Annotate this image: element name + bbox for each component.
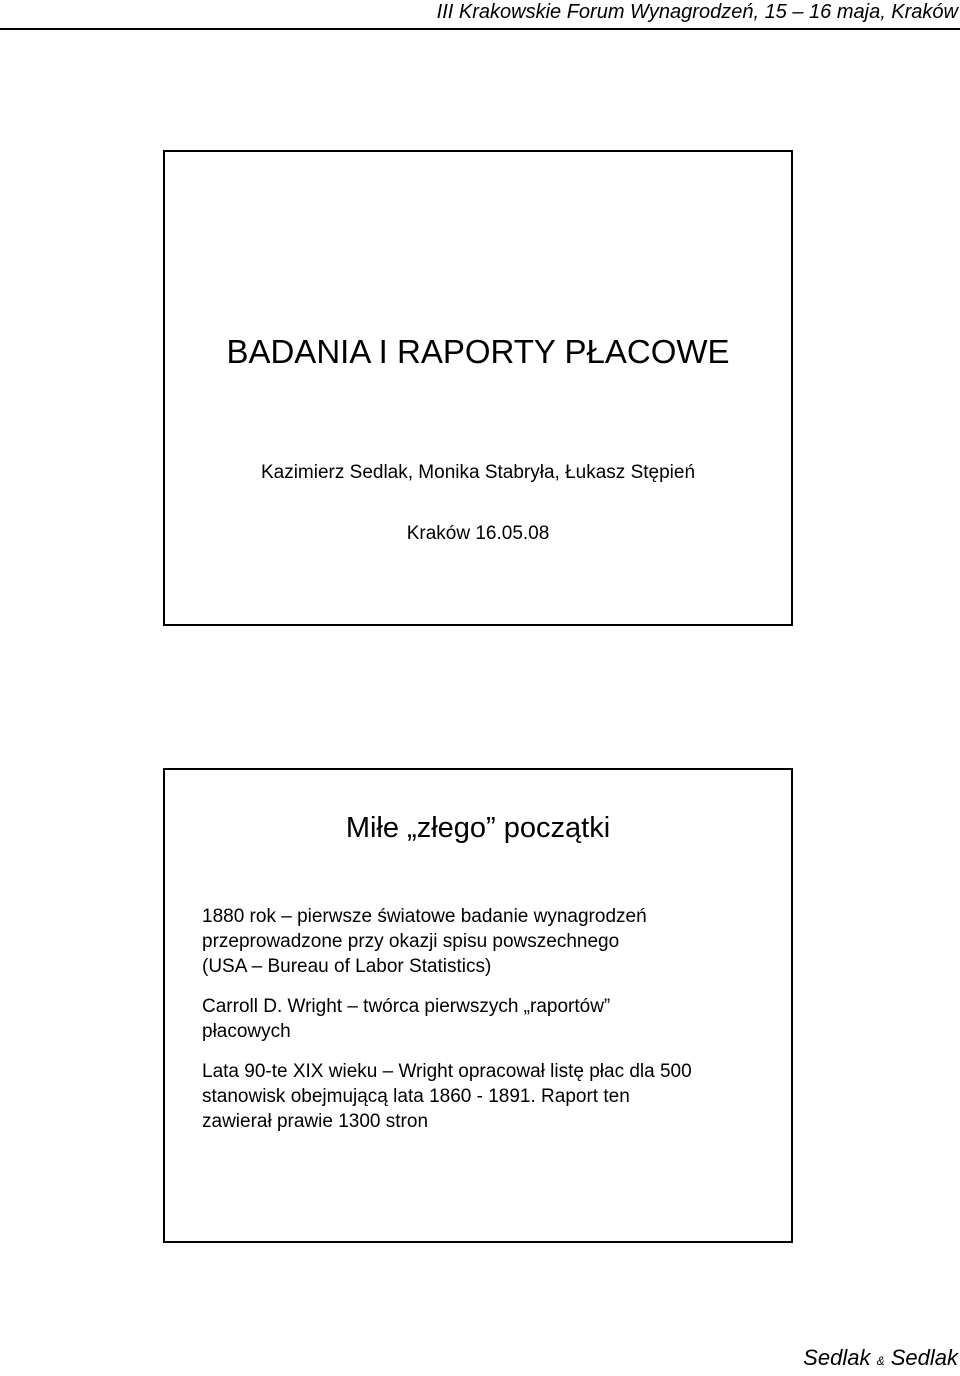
slide-body (202, 904, 782, 1134)
slide-title-page (163, 150, 793, 626)
body-line: stanowisk obejmującą lata 1860 - 1891. Raport ten (202, 1086, 630, 1107)
paragraph-1880-survey (202, 904, 782, 979)
slide-title: BADANIA I RAPORTY PŁACOWE (226, 333, 730, 370)
slide-date: Kraków 16.05.08 (406, 523, 550, 544)
body-line: (USA – Bureau of Labor Statistics) (202, 956, 492, 977)
page-footer (803, 1345, 958, 1374)
slide-heading: Miłe „złego” początki (345, 812, 611, 844)
slide-authors: Kazimierz Sedlak, Monika Stabryła, Łukasz Stępień (260, 462, 696, 483)
page-header: III Krakowskie Forum Wynagrodzeń, 15 – 16 maja, Kraków (436, 1, 958, 23)
body-line: Carroll D. Wright – twórca pierwszych „raportów” (202, 996, 611, 1017)
footer-brand-right: Sedlak (890, 1345, 958, 1370)
body-line: zawierał prawie 1300 stron (202, 1111, 429, 1132)
body-line: płacowych (202, 1021, 291, 1042)
body-line: przeprowadzone przy okazji spisu powszechnego (202, 931, 620, 952)
footer-brand-left: Sedlak (803, 1345, 871, 1370)
body-line: 1880 rok – pierwsze światowe badanie wynagrodzeń (202, 906, 647, 927)
header-divider (0, 28, 960, 30)
slide-origins (163, 768, 793, 1243)
footer-ampersand: & (876, 1354, 885, 1368)
paragraph-carroll-wright (202, 994, 782, 1044)
body-line: Lata 90-te XIX wieku – Wright opracował listę płac dla 500 (202, 1061, 692, 1082)
paragraph-wright-payroll-list (202, 1059, 782, 1134)
